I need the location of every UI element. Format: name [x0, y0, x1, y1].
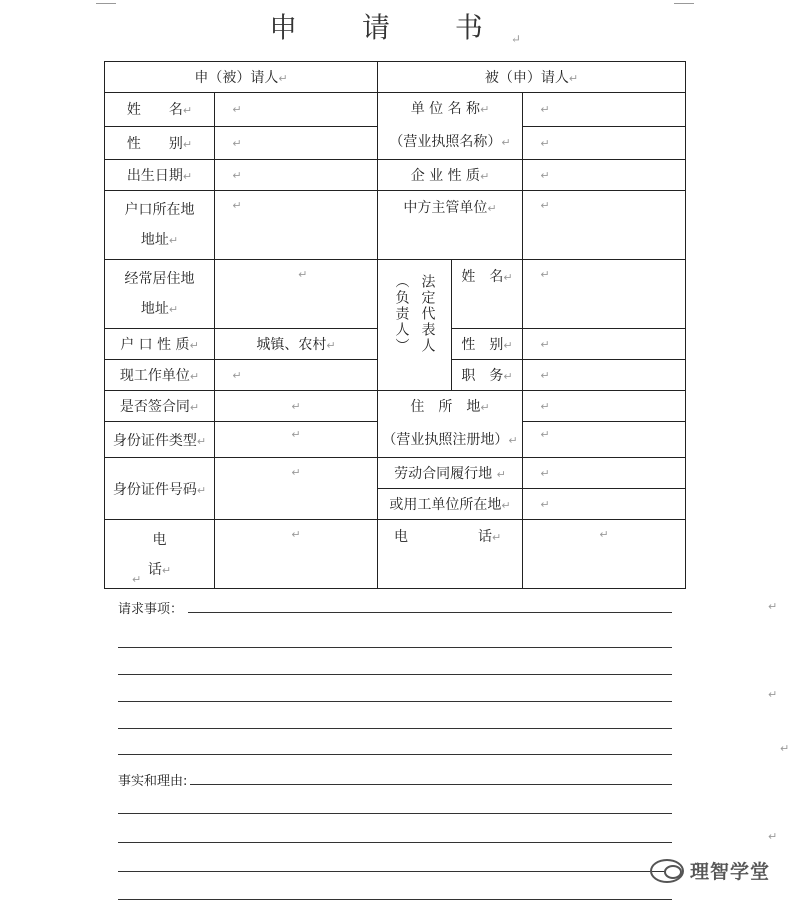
paragraph-mark: ↵ [780, 742, 790, 755]
paragraph-mark: ↵ [768, 600, 778, 613]
rep-name-field[interactable]: ↵ [523, 260, 686, 329]
residence-address-label: 经常居住地 地址↵ [105, 260, 215, 329]
respondent-phone-field[interactable]: ↵ [523, 520, 686, 589]
id-number-field[interactable]: ↵ [215, 458, 378, 520]
enterprise-nature-field[interactable]: ↵ [523, 160, 686, 191]
facts-label: 事实和理由: [118, 774, 188, 789]
rep-gender-label: 性 别↵ [452, 329, 523, 360]
paragraph-mark: ↵ [768, 830, 778, 843]
hukou-nature-label: 户 口 性 质↵ [105, 329, 215, 360]
facts-line[interactable] [118, 813, 672, 814]
claims-label: 请求事项： [118, 602, 184, 617]
birth-date-field[interactable]: ↵ [215, 160, 378, 191]
current-employer-label: 现工作单位↵ [105, 360, 215, 391]
name-label: 姓 名↵ [105, 93, 215, 127]
watermark [650, 857, 770, 884]
facts-line[interactable] [118, 899, 672, 900]
employer-location-field[interactable]: ↵ [523, 489, 686, 520]
birth-date-label: 出生日期↵ [105, 160, 215, 191]
claims-line[interactable] [188, 612, 672, 613]
gender-field[interactable]: ↵ [215, 126, 378, 160]
wechat-logo-icon [650, 859, 684, 883]
contract-signed-field[interactable]: ↵ [215, 391, 378, 422]
claims-line[interactable] [118, 647, 672, 648]
application-form-table [104, 61, 686, 589]
phone-label: 电 话↵ [105, 520, 215, 589]
respondent-phone-label: 电 话↵ [378, 520, 523, 589]
facts-line[interactable] [118, 871, 672, 872]
claims-line[interactable] [118, 728, 672, 729]
residence-address-field[interactable]: ↵ [215, 260, 378, 329]
current-employer-field[interactable]: ↵ [215, 360, 378, 391]
hukou-address-label: 户口所在地 地址↵ [105, 191, 215, 260]
document-title: 申 请 书$_↵$ [269, 11, 521, 46]
unit-name-field-2[interactable]: ↵ [523, 126, 686, 160]
watermark-text: 理智学堂 [690, 861, 771, 883]
domicile-label: 住 所 地↵ （营业执照注册地）↵ [378, 391, 523, 458]
unit-name-field[interactable]: ↵ [523, 93, 686, 127]
paragraph-mark: ↵ [132, 573, 142, 586]
facts-line[interactable] [118, 842, 672, 843]
rep-name-label: 姓 名↵ [452, 260, 523, 329]
chinese-supervisor-label: 中方主管单位↵ [378, 191, 523, 260]
hukou-address-field[interactable]: ↵ [215, 191, 378, 260]
employer-location-label: 或用工单位所在地↵ [378, 489, 523, 520]
name-field[interactable]: ↵ [215, 93, 378, 127]
labor-contract-place-field[interactable]: ↵ [523, 458, 686, 489]
rep-position-field[interactable]: ↵ [523, 360, 686, 391]
gender-label: 性 别↵ [105, 126, 215, 160]
phone-field[interactable]: ↵ [215, 520, 378, 589]
facts-line[interactable] [190, 784, 672, 785]
contract-signed-label: 是否签合同↵ [105, 391, 215, 422]
claims-line[interactable] [118, 674, 672, 675]
unit-name-label: 单 位 名 称↵ （营业执照名称）↵ [378, 93, 523, 160]
enterprise-nature-label: 企 业 性 质↵ [378, 160, 523, 191]
claims-line[interactable] [118, 754, 672, 755]
applicant-header: 申（被）请人↵ [105, 62, 378, 93]
domicile-field[interactable]: ↵ [523, 391, 686, 422]
id-number-label: 身份证件号码↵ [105, 458, 215, 520]
chinese-supervisor-field[interactable]: ↵ [523, 191, 686, 260]
claims-line[interactable] [118, 701, 672, 702]
rep-gender-field[interactable]: ↵ [523, 329, 686, 360]
id-type-field[interactable]: ↵ [215, 422, 378, 458]
page-corner-mark-right [674, 0, 694, 4]
respondent-header: 被（申）请人↵ [378, 62, 686, 93]
labor-contract-place-label: 劳动合同履行地 ↵ [378, 458, 523, 489]
page-corner-mark-left [96, 0, 116, 4]
hukou-nature-field[interactable]: 城镇、农村↵ [215, 329, 378, 360]
rep-position-label: 职 务↵ [452, 360, 523, 391]
domicile-field-2[interactable]: ↵ [523, 422, 686, 458]
paragraph-mark: ↵ [768, 688, 778, 701]
id-type-label: 身份证件类型↵ [105, 422, 215, 458]
legal-representative-label: 法定代表人（负责人） [378, 260, 452, 391]
